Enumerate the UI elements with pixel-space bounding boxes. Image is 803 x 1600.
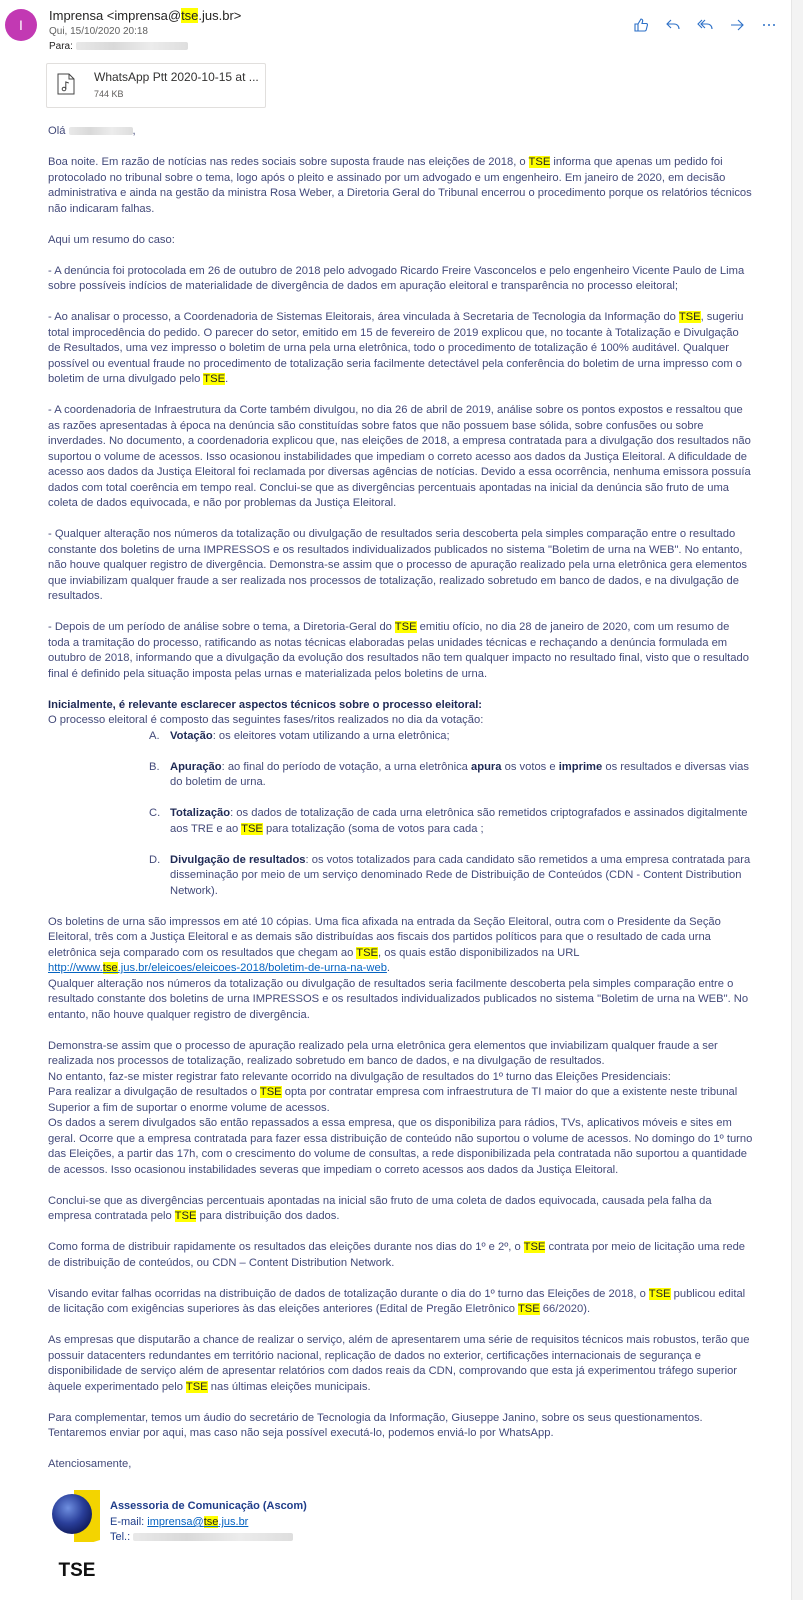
paragraph-complaint: - A denúncia foi protocolada em 26 de outubro de 2018 pelo advogado Ricardo Freire Vasconcelos e pelo engenheiro Vicente Paulo de Lima sobre possíveis indícios de materialidade de divergência de dados em apuração eleitoral e transparência no processo eleitoral;: [48, 264, 745, 292]
attachment-size: 744 KB: [94, 89, 124, 99]
paragraph-demonstration: Demonstra-se assim que o processo de apuração realizado pela urna eletrônica gera elementos que inviabilizam qualquer fraude a ser realizada nos processos de totalização, realizado sobretudo em banco de dados, e na divulgação de resultados. No entanto, faz-se mister registrar fato relevante ocorrido na divulgação de resultados do 1º turno das Eleições Presidenciais: Para realizar a divulgação de resultados o TSE opta por contratar empresa com infraestrutura de TI maior do que a existente neste tribunal Superior a fim de suportar o enorme volume de acessos. Os dados a serem divulgados são então repassados a essa empresa, que os disponibiliza para rádios, TVs, aplicativos móveis e sites em geral. Ocorre que a empresa contratada para fazer essa distribuição de conteúdo não suportou o volume de acessos. No domingo do 1º turno das Eleições, a partir das 17h, com o crescimento do volume de consultas, a rede disponibilizada pela contratada não suportou a quantidade de acessos. Isso ocasionou instabilidades severas que impediam o correto acessos aos dados da Justiça Eleitoral.: [48, 1039, 753, 1176]
reply-all-icon[interactable]: [694, 14, 716, 36]
forward-icon[interactable]: [726, 14, 748, 36]
phase-item: B. Apuração: ao final do período de votação, a urna eletrônica apura os votos e imprime os resultados e diversas vias do boletim de urna.: [149, 760, 749, 788]
audio-file-icon: [57, 73, 75, 95]
phase-item: D. Divulgação de resultados: os votos totalizados para cada candidato são remetidos a uma empresa contratada para disseminação por meio de um serviço denominado Rede de Distribuição de Conteúdos (CDN - Content Distribution Network).: [149, 853, 751, 897]
tse-logo: [52, 1482, 102, 1580]
svg-text:TSE: TSE: [58, 1560, 96, 1580]
greeting: Olá ,: [48, 125, 136, 137]
message-actions: [630, 14, 780, 34]
paragraph-summary-lead: Aqui um resumo do caso:: [48, 233, 175, 246]
signature: [52, 1482, 312, 1582]
scrollbar[interactable]: [791, 0, 803, 1600]
paragraph-ballots: Os boletins de urna são impressos em até 10 cópias. Uma fica afixada na entrada da Seção Eleitoral, outra com o Presidente da Seção Eleitoral, três com a Justiça Eleitoral e as demais são distribuídas aos fiscais dos partidos políticos para que o resultado de cada urna eletrônica seja comparado com os resultados que chegam ao TSE, os quais estão disponibilizados na URL http://www.tse.jus.br/eleicoes/eleicoes-2018/boletim-de-urna-na-web. Qualquer alteração nos números da totalização ou divulgação de resultados seria facilmente descoberta pela simples comparação entre o resultado constante dos boletins de urna IMPRESSOS e os resultados individualizados publicados no sistema "Boletim de urna na WEB". No entanto, não houve qualquer registro de divergência.: [48, 915, 749, 1021]
phases-list: [48, 729, 754, 900]
message-date: Qui, 15/10/2020 20:18: [49, 26, 148, 37]
more-icon[interactable]: [758, 14, 780, 36]
reply-icon[interactable]: [662, 14, 684, 36]
redacted-phone: [133, 1533, 293, 1541]
paragraph-intro: Boa noite. Em razão de notícias nas redes sociais sobre suposta fraude nas eleições de 2018, o TSE informa que apenas um pedido foi protocolado no tribunal sobre o tema, logo após o pleito e assinado por um advogado e um engenheiro. Em janeiro de 2020, em decisão administrativa e ainda na gestão da ministra Rosa Weber, a Diretoria Geral do Tribunal encerrou o procedimento porque os relatórios técnicos não indicaram falhas.: [48, 156, 752, 215]
recipients: Para:: [49, 41, 188, 52]
message-header: [0, 0, 788, 58]
paragraph-infrastructure: - A coordenadoria de Infraestrutura da Corte também divulgou, no dia 26 de abril de 2019, análise sobre os pontos expostos e ressaltou que as razões apresentadas à época na denúncia são constituídas sobre fatos que não possuem base sólida, sobre confusões ou sobre inverdades. No documento, a coordenadoria explicou que, nas eleições de 2018, a empresa contratada para a divulgação dos resultados não suportou o volume de acessos. Isso ocasionou instabilidades que impediam o correto acesso aos dados da Justiça Eleitoral. A dificuldade de acesso aos dados da Justiça Eleitoral foi reclamada por diversas agências de notícias. Devido a essa ocorrência, nenhuma emissora possuía dados com total coerência em tempo real. Conclui-se que as divergências percentuais apontadas na inicial da denúncia são fruto de uma coleta de dados equivocada, e não por problemas da Justiça Eleitoral.: [48, 404, 751, 509]
paragraph-alteration: - Qualquer alteração nos números da totalização ou divulgação de resultados seria descoberta pela simples comparação entre o resultado constante dos boletins de urna IMPRESSOS e os resultados individualizados publicados no sistema "Boletim de urna na WEB". No entanto, não houve qualquer registro de divergência. Demonstra-se assim que o processo de apuração realizado pela urna eletrônica gera elementos que inviabilizam qualquer fraude a ser realizada nos processos de totalização, realizado sobretudo em banco de dados, e na divulgação de resultados.: [48, 528, 748, 602]
redacted-name: [69, 127, 133, 135]
section-title: Inicialmente, é relevante esclarecer aspectos técnicos sobre o processo eleitoral:: [48, 698, 483, 711]
signature-email: E-mail: imprensa@tse.jus.br: [110, 1516, 249, 1528]
paragraph-tender: Visando evitar falhas ocorridas na distribuição de dados de totalização durante o dia do 1º turno das Eleições de 2018, o TSE publicou edital de licitação com exigências superiores às das eleições anteriores (Edital de Pregão Eletrônico TSE 66/2020).: [48, 1287, 746, 1315]
paragraph-director: - Depois de um período de análise sobre o tema, a Diretoria-Geral do TSE emitiu ofício, no dia 28 de janeiro de 2020, com um resumo de toda a tramitação do processo, ratificando as notas técnicas elaboradas pelas unidades técnicas e rechaçando a denúncia formulada em outubro de 2018, informando que a divulgação da evolução dos resultados não tem qualquer impacto no resultado final, visto que o resultado final é definido pela situação imposta pelas urnas e materializada pelos boletins de urna.: [48, 621, 749, 680]
sender-avatar[interactable]: I: [5, 9, 37, 41]
phase-item: A. Votação: os eleitores votam utilizando a urna eletrônica;: [149, 729, 450, 742]
signature-email-link[interactable]: imprensa@tse.jus.br: [147, 1516, 249, 1528]
section-intro: O processo eleitoral é composto das seguintes fases/ritos realizados no dia da votação:: [48, 714, 484, 726]
signature-tel: Tel.:: [110, 1531, 293, 1543]
attachment-card[interactable]: [46, 63, 266, 108]
phase-item: C. Totalização: os dados de totalização de cada urna eletrônica são remetidos criptografados e assinados digitalmente aos TRE e ao TSE para totalização (soma de votos para cada ;: [149, 807, 748, 835]
paragraph-conclusion: Conclui-se que as divergências percentuais apontadas na inicial são fruto de uma coleta de dados equivocada, causada pela falha da empresa contratada pelo TSE para distribuição dos dados.: [48, 1194, 712, 1222]
message-body: [48, 124, 754, 1488]
like-icon[interactable]: [630, 14, 652, 36]
paragraph-audio: Para complementar, temos um áudio do secretário de Tecnologia da Informação, Giuseppe Janino, sobre os seus questionamentos. Tentaremos enviar por aqui, mas caso não seja possível executá-lo, podemos enviá-lo por WhatsApp.: [48, 1411, 703, 1439]
redacted-recipient: [76, 42, 188, 50]
boletim-link[interactable]: http://www.tse.jus.br/eleicoes/eleicoes-2018/boletim-de-urna-na-web: [48, 962, 387, 974]
signature-name: Assessoria de Comunicação (Ascom): [110, 1500, 307, 1512]
paragraph-companies: As empresas que disputarão a chance de realizar o serviço, além de apresentarem uma série de requisitos técnicos mais robustos, terão que possuir datacenters redundantes em território nacional, replicação de dados no exterior, certificações internacionais de segurança e disponibilidade de serviço além de apresentar relatórios com dados reais da CDN, comprovando que esta já experimentou tráfego superior àquele experimentado pelo TSE nas últimas eleições municipais.: [48, 1334, 750, 1393]
sender-address[interactable]: Imprensa <imprensa@tse.jus.br>: [49, 8, 242, 23]
attachment-name: WhatsApp Ptt 2020-10-15 at ...: [94, 70, 259, 84]
closing: Atenciosamente,: [48, 1458, 132, 1470]
paragraph-cdn: Como forma de distribuir rapidamente os resultados das eleições durante nos dias do 1º e 2º, o TSE contrata por meio de licitação uma rede de distribuição de conteúdos, ou CDN – Content Distribution Network.: [48, 1241, 746, 1269]
paragraph-coordination: - Ao analisar o processo, a Coordenadoria de Sistemas Eleitorais, área vinculada à Secretaria de Tecnologia da Informação do TSE, sugeriu total improcedência do pedido. O parecer do setor, emitido em 15 de fevereiro de 2019 explicou que, no tocante à Totalização e Divulgação de Resultados, uma vez impresso o boletim de urna pela urna eletrônica, todo o procedimento de totalização é 100% auditável. Qualquer possível ou eventual fraude no procedimento de totalização seria facilmente detectável pela conferência do boletim de urna impresso com o boletim de urna divulgado pelo TSE.: [48, 311, 744, 385]
